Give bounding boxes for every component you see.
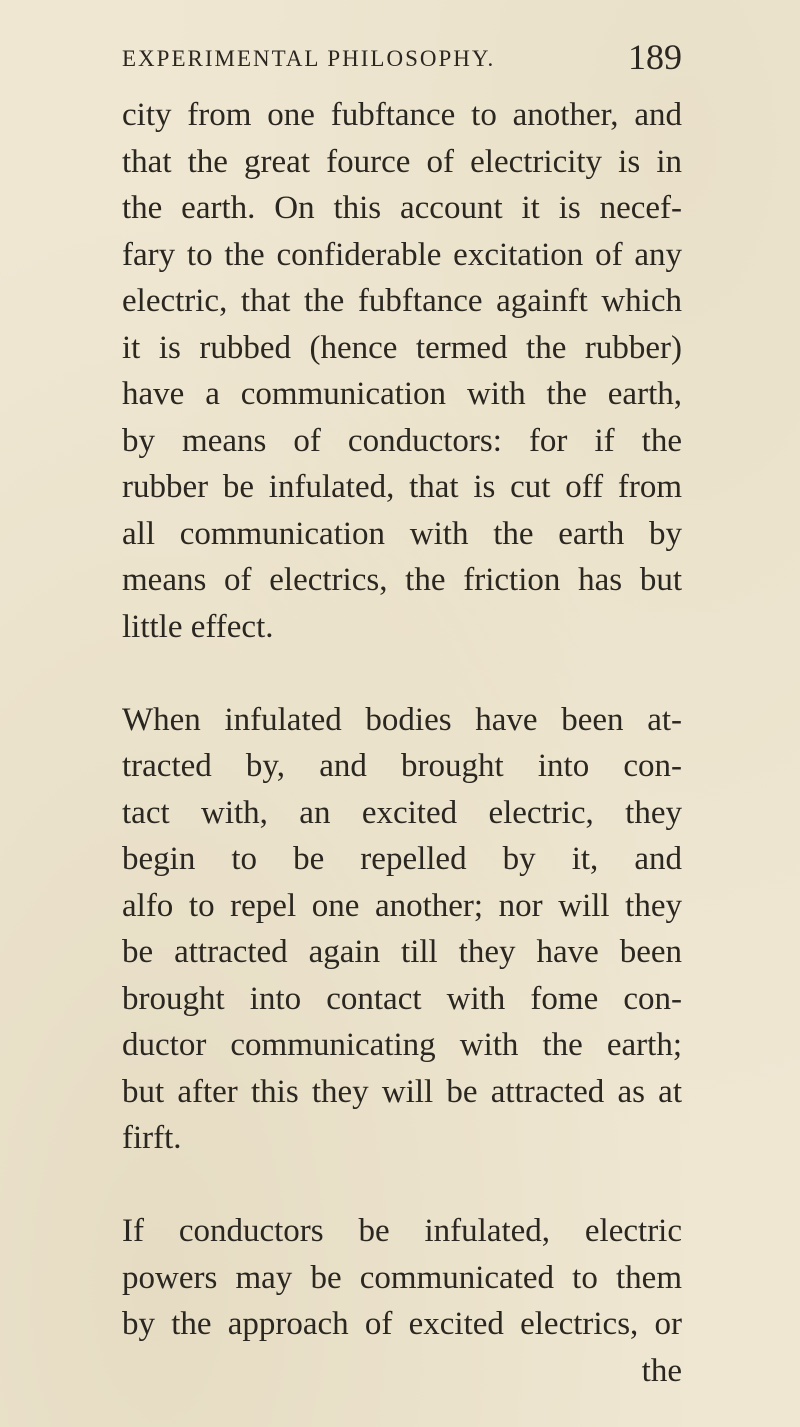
paragraph xyxy=(122,697,682,1162)
text-line: city from one fubftance to another, and xyxy=(122,97,682,133)
page-number: 189 xyxy=(628,37,682,77)
text-line: tracted by, and brought into con- xyxy=(122,748,682,784)
text-line: rubber be infulated, that is cut off from xyxy=(122,469,682,505)
text-line: little effect. xyxy=(122,608,274,645)
paragraph xyxy=(122,1208,682,1394)
text-line: If conductors be infulated, electric xyxy=(122,1213,682,1249)
text-line: all communication with the earth by xyxy=(122,515,682,552)
text-line: the earth. On this account it is necef- xyxy=(122,190,682,226)
text-line: firft. xyxy=(122,1120,182,1156)
paragraph-gap xyxy=(122,650,682,697)
text-line: tact with, an excited electric, they xyxy=(122,794,682,831)
text-line: have a communication with the earth, xyxy=(122,376,682,412)
text-line: that the great fource of electricity is in xyxy=(122,143,682,180)
running-head: EXPERIMENTAL PHILOSOPHY. xyxy=(122,46,496,71)
text-line: be attracted again till they have been xyxy=(122,934,682,970)
paragraph-gap xyxy=(122,1162,682,1209)
text-line: by means of conductors: for if the xyxy=(122,422,682,459)
body-text xyxy=(122,92,682,1394)
text-line: ductor communicating with the earth; xyxy=(122,1027,682,1063)
text-line: brought into contact with fome con- xyxy=(122,980,682,1017)
page-header xyxy=(122,36,682,86)
paragraph xyxy=(122,92,682,650)
text-line: When infulated bodies have been at- xyxy=(122,701,682,738)
text-line: alfo to repel one another; nor will they xyxy=(122,887,682,924)
text-line: powers may be communicated to them xyxy=(122,1259,682,1296)
text-line: electric, that the fubftance againft which xyxy=(122,283,682,319)
text-line: begin to be repelled by it, and xyxy=(122,841,682,877)
text-line: but after this they will be attracted as at xyxy=(122,1073,682,1110)
text-line: fary to the confiderable excitation of any xyxy=(122,236,682,273)
text-line: by the approach of excited electrics, or xyxy=(122,1306,682,1342)
catchword: the xyxy=(641,1352,682,1389)
text-line: it is rubbed (hence termed the rubber) xyxy=(122,329,682,366)
text-line: means of electrics, the friction has but xyxy=(122,562,682,598)
